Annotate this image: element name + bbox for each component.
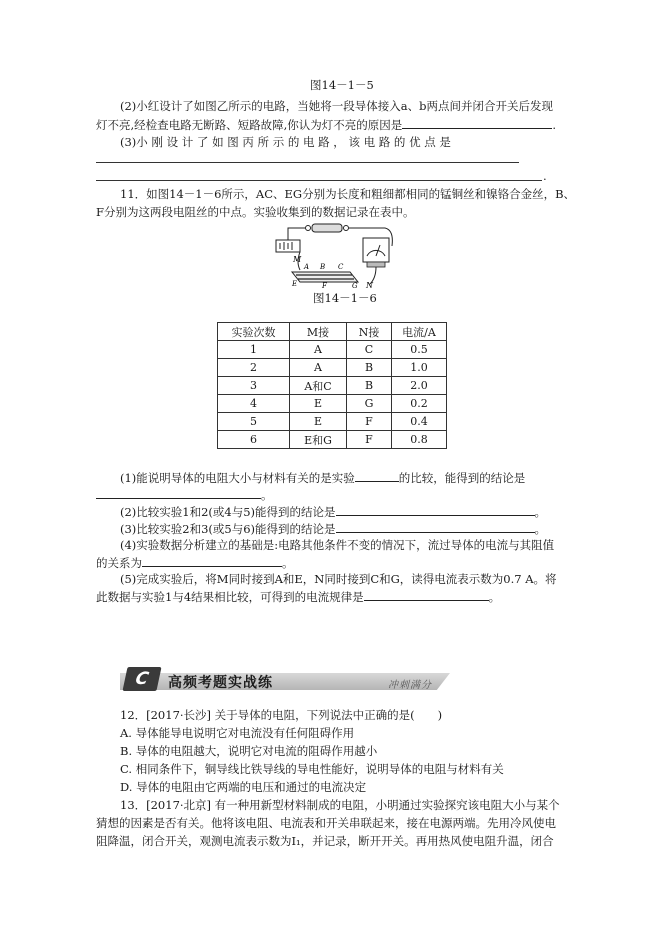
answer-blank[interactable]: [142, 554, 282, 567]
q11-part1-end: 。: [261, 488, 273, 502]
q11-part5-text: 此数据与实验1与4结果相比较，可得到的电流规律是: [96, 590, 364, 604]
label-m: M: [293, 255, 302, 264]
table-cell: 1.0: [392, 359, 447, 377]
label-e: E: [292, 280, 298, 288]
table-row: [218, 431, 447, 449]
table-cell: F: [347, 431, 392, 449]
q13-line2: 猜想的因素是否有关。他将该电阻、电流表和开关串联起来，接在电源两端。先用冷风使电: [96, 816, 556, 830]
section-tag: 冲刺满分: [388, 680, 432, 691]
label-a: A: [304, 263, 310, 271]
switch-icon: [312, 224, 342, 232]
answer-blank[interactable]: [355, 469, 399, 482]
label-n: N: [366, 281, 373, 290]
q11-part5-end: 。: [488, 590, 501, 604]
column-header: 电流/A: [392, 323, 447, 341]
q12-option-b[interactable]: B. 导体的电阻越大，说明它对电流的阻碍作用越小: [120, 744, 378, 758]
table-cell: 0.4: [392, 413, 447, 431]
table-row: [218, 359, 447, 377]
q11-part3-end: 。: [534, 522, 547, 536]
q11-part4-line1: (4)实验数据分析建立的基础是:电路其他条件不变的情况下，流过导体的电流与其阻值: [120, 538, 555, 552]
q12-option-d[interactable]: D. 导体的电阻由它两端的电压和通过的电流决定: [120, 780, 367, 794]
table-cell: E和G: [290, 431, 347, 449]
q12-option-a[interactable]: A. 导体能导电说明它对电流没有任何阻碍作用: [120, 726, 355, 740]
table-cell: A: [290, 341, 347, 359]
circuit-diagram: [270, 218, 410, 290]
experiment-table: [217, 322, 447, 449]
label-g: G: [352, 282, 358, 290]
table-cell: B: [347, 377, 392, 395]
q10-part3-text: (3)小 刚 设 计 了 如 图 丙 所 示 的 电 路 ， 该 电 路 的 优 点 是: [120, 135, 451, 149]
q10-part2-end: .: [552, 118, 556, 132]
answer-line[interactable]: [96, 180, 542, 181]
q11-part1-line1: [120, 469, 525, 486]
answer-blank[interactable]: [336, 520, 535, 533]
answer-blank[interactable]: [364, 588, 489, 601]
table-row: [218, 377, 447, 395]
q11-part2: [120, 503, 546, 520]
table-cell: 1: [218, 341, 290, 359]
table-cell: E: [290, 413, 347, 431]
table-cell: C: [347, 341, 392, 359]
q12-stem: 12．[2017·长沙] 关于导体的电阻，下列说法中正确的是( ): [120, 708, 443, 722]
table-cell: 0.2: [392, 395, 447, 413]
q11-part1-text-a: (1)能说明导体的电阻大小与材料有关的是实验: [120, 471, 355, 485]
table-cell: 5: [218, 413, 290, 431]
label-f: F: [322, 282, 327, 290]
q11-part4-line2: [96, 554, 294, 571]
table-cell: 4: [218, 395, 290, 413]
q11-part4-end: 。: [282, 556, 294, 570]
q10-part3-end: .: [543, 169, 547, 183]
figure-caption-14-1-5: 图14－1－5: [310, 78, 374, 92]
table-cell: F: [347, 413, 392, 431]
q12-option-c[interactable]: C. 相同条件下，铜导线比铁导线的导电性能好，说明导体的电阻与材料有关: [120, 762, 504, 776]
table-row: [218, 341, 447, 359]
q13-line1: 13．[2017·北京] 有一种用新型材料制成的电阻，小明通过实验探究该电阻大小与某个: [120, 798, 560, 812]
q11-part1-text-b: 的比较，能得到的结论是: [398, 471, 526, 485]
table-cell: 0.8: [392, 431, 447, 449]
answer-blank[interactable]: [402, 116, 552, 129]
q11-part2-end: 。: [534, 505, 547, 519]
table-cell: 3: [218, 377, 290, 395]
table-cell: B: [347, 359, 392, 377]
q10-part2-line1: (2)小红设计了如图乙所示的电路，当她将一段导体接入a、b两点间并闭合开关后发现: [120, 99, 554, 113]
table-cell: G: [347, 395, 392, 413]
q10-part3-line1: [120, 134, 451, 150]
section-title: 高频考题实战练: [168, 675, 273, 691]
q11-part5-line1: (5)完成实验后，将M同时接到A和E，N同时接到C和G，读得电流表示数为0.7 A。将: [120, 572, 557, 586]
figure-caption-14-1-6: 图14－1－6: [313, 291, 377, 305]
table-cell: E: [290, 395, 347, 413]
q11-line2: F分别为这两段电阻丝的中点。实验收集到的数据记录在表中。: [96, 205, 415, 219]
q11-line1: 11．如图14－1－6所示，AC、EG分别为长度和粗细都相同的锰铜丝和镍铬合金丝，B、: [120, 187, 576, 201]
q13-line3: 阻降温，闭合开关，观测电流表示数为I₁，并记录，断开开关。再用热风使电阻升温，闭合: [96, 834, 554, 848]
column-header: M接: [290, 323, 347, 341]
table-row: [218, 395, 447, 413]
table-cell: A: [290, 359, 347, 377]
wire-board: [292, 272, 358, 282]
answer-blank[interactable]: [96, 486, 261, 499]
label-c: C: [338, 263, 344, 271]
q11-part2-text: (2)比较实验1和2(或4与5)能得到的结论是: [120, 505, 336, 519]
q11-part1-line2: [96, 486, 273, 503]
table-cell: A和C: [290, 377, 347, 395]
answer-blank[interactable]: [336, 503, 535, 516]
table-row: [218, 413, 447, 431]
table-cell: 2.0: [392, 377, 447, 395]
q11-part3-text: (3)比较实验2和3(或5与6)能得到的结论是: [120, 522, 336, 536]
q10-part2-line2: [96, 116, 556, 133]
table-cell: 2: [218, 359, 290, 377]
q11-part5-line2: [96, 588, 500, 605]
q10-part2-text: 灯不亮,经检查电路无断路、短路故障,你认为灯不亮的原因是: [96, 118, 403, 132]
section-badge: C: [122, 667, 161, 691]
table-cell: 6: [218, 431, 290, 449]
q11-part4-text: 的关系为: [96, 556, 142, 570]
answer-line[interactable]: [96, 162, 519, 163]
q11-part3: [120, 520, 546, 537]
table-cell: 0.5: [392, 341, 447, 359]
column-header: N接: [347, 323, 392, 341]
column-header: 实验次数: [218, 323, 290, 341]
label-b: B: [320, 263, 326, 271]
table-header-row: [218, 323, 447, 341]
